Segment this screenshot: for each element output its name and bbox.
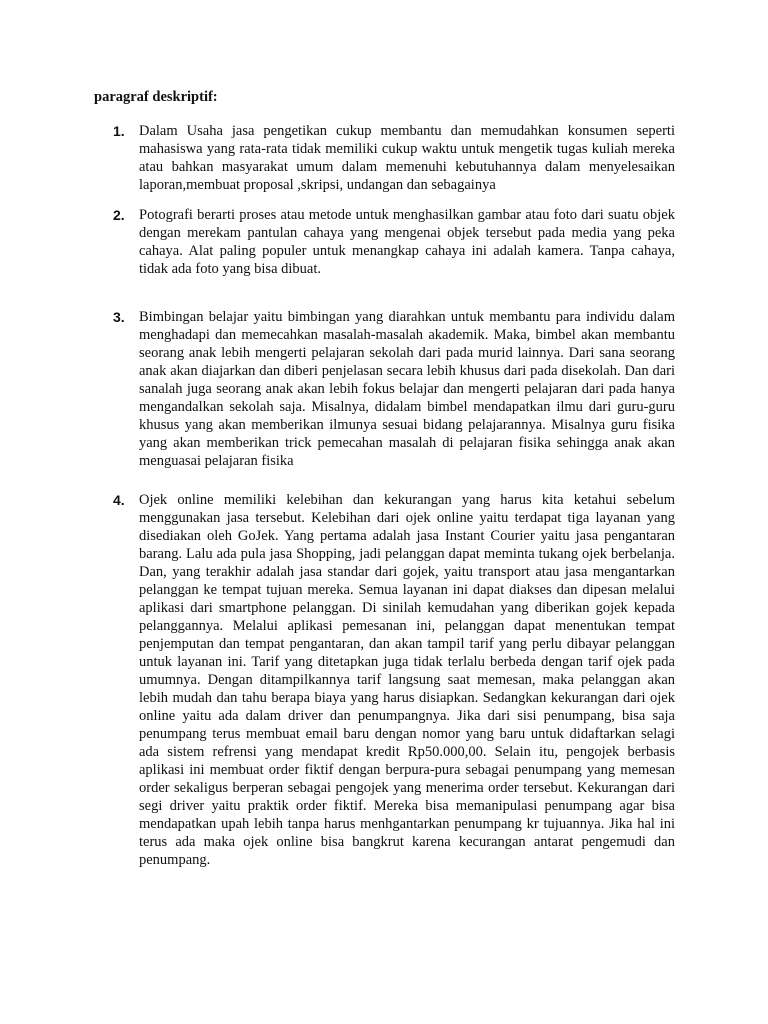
list-item-number: 3. [113,309,125,325]
list-item-text: Potografi berarti proses atau metode untuk menghasilkan gambar atau foto dari suatu objek dengan merekam pantulan cahaya yang mengenai objek tersebut pada media yang peka cahaya. Alat paling populer untuk menangkap cahaya ini adalah kamera. Tanpa cahaya, tidak ada foto yang bisa dibuat. [139,207,675,277]
list-item-number: 1. [113,123,125,139]
list-item-text: Dalam Usaha jasa pengetikan cukup membantu dan memudahkan konsumen seperti mahasiswa yang rata-rata tidak memiliki cukup waktu untuk mengetik tugas kuliah mereka atau bahkan masyarakat umum dalam memenuhi kebutuhannya dalam menyelesaikan laporan,membuat proposal ,skripsi, undangan dan sebagainya [139,123,675,193]
document-heading: paragraf deskriptif: [94,89,218,105]
list-item [113,308,675,470]
list-item-text: Ojek online memiliki kelebihan dan kekurangan yang harus kita ketahui sebelum menggunakan jasa tersebut. Kelebihan dari ojek online yaitu terdapat tiga layanan yang disediakan oleh GoJek. Yang pertama adalah jasa Instant Courier yaitu jasa pengantaran barang. Lalu ada pula jasa Shopping, jadi pelanggan dapat meminta tukang ojek berbelanja. Dan, yang terakhir adalah jasa standar dari gojek, yaitu transport atau jasa mengantarkan pelanggan ke tempat tujuan mereka. Semua layanan ini dapat diakses dan dipesan melalui aplikasi dari smartphone pelanggan. Di sinilah kemudahan yang diberikan gojek kepada pelanggannya. Melalui aplikasi pemesanan ini, pelanggan dapat menentukan tempat penjemputan dan tempat pengantaran, dan akan tampil tarif yang perlu dibayar pelanggan untuk layanan ini. Tarif yang ditetapkan juga tidak terlalu berbeda dengan tarif ojek pada umumnya. Dengan ditampilkannya tarif langsung saat memesan, maka pelanggan akan lebih mudah dan tahu berapa biaya yang harus disiapkan. Sedangkan kekurangan dari ojek online yaitu ada dalam driver dan penumpangnya. Jika dari sisi penumpang, bisa saja penumpang terus membuat email baru dengan nomor yang baru untuk didaftarkan selagi ada sistem refrensi yang mendapat kredit Rp50.000,00. Selain itu, pengojek berbasis aplikasi ini membuat order fiktif dengan berpura-pura sebagai penumpang yang memesan order sekaligus berperan sebagai pengojek yang menerima order tersebut. Kekurangan dari segi driver yaitu praktik order fiktif. Mereka bisa memanipulasi penumpang agar bisa mendapatkan upah lebih tanpa harus menhgantarkan penumpang kr tujuannya. Jika hal ini terus ada maka ojek online bisa bangkrut karena kecurangan antarat pengemudi dan penumpang. [139,492,675,868]
list-item [113,206,675,278]
list-item-number: 2. [113,207,125,223]
list-item-text: Bimbingan belajar yaitu bimbingan yang diarahkan untuk membantu para individu dalam menghadapi dan memecahkan masalah-masalah akademik. Maka, bimbel akan membantu seorang anak lebih mengerti pelajaran sekolah dari pada murid lainnya. Dari sana seorang anak akan diajarkan dan diberi penjelasan secara lebih khusus dari pada disekolah. Dan dari sanalah juga seorang anak akan lebih fokus belajar dan mengerti pelajaran dari pada hanya mengandalkan sekolah saja. Misalnya, didalam bimbel mendapatkan ilmu dari guru-guru khusus yang akan memberikan ilmunya sesuai bidang pelajarannya. Misalnya guru fisika yang akan memberikan trick pemecahan masalah di pelajaran fisika sehingga anak akan menguasai pelajaran fisika [139,309,675,469]
list-item [113,491,675,869]
list-item-number: 4. [113,492,125,508]
list-item [113,122,675,194]
